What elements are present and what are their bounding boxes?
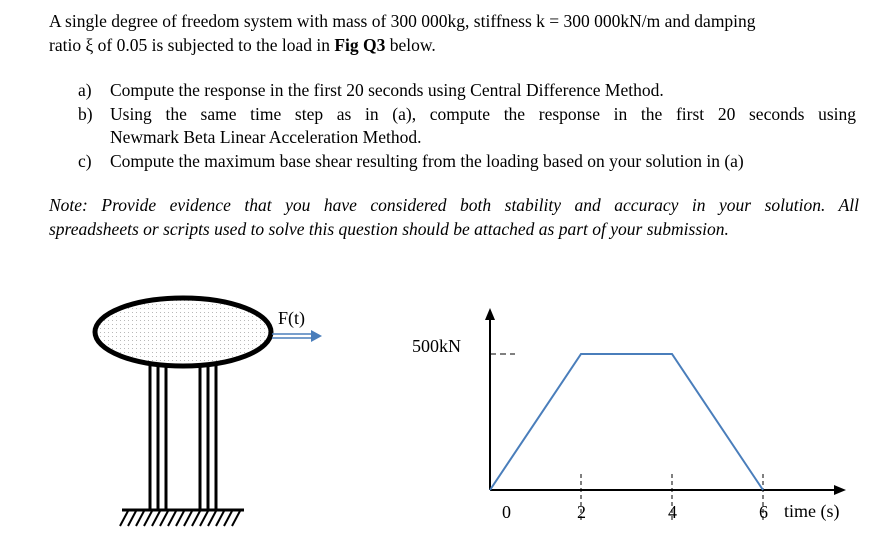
figure-reference: Fig Q3: [334, 35, 386, 55]
part-c-text: Compute the maximum base shear resulting from the loading based on your solution in (a): [110, 150, 744, 171]
ground-hatch: [192, 511, 200, 526]
x-tick-labels: [502, 502, 768, 522]
load-curve: [490, 354, 763, 490]
left-column: [150, 364, 166, 510]
part-a-label: a): [78, 80, 92, 100]
ground-hatch: [232, 511, 240, 526]
ground-hatch: [216, 511, 224, 526]
damping-ratio-text: of 0.05 is subjected to the load in: [97, 35, 330, 55]
load-time-graph: [412, 308, 846, 522]
ground-hatch: [208, 511, 216, 526]
note-line-1: Note: Provide evidence that you have considered both stability and accuracy in your solution. All: [49, 195, 859, 215]
part-b-continuation: Newmark Beta Linear Acceleration Method.: [110, 127, 422, 147]
part-b-text: Using the same time step as in (a), compute the response in the first 20 seconds using: [110, 103, 856, 124]
x-tick-label: 0: [502, 502, 511, 522]
part-b-label: b): [78, 103, 93, 124]
ground-hatch: [168, 511, 176, 526]
ground-hatch: [128, 511, 136, 526]
right-column: [200, 364, 216, 510]
ground-hatch: [200, 511, 208, 526]
part-a-text: Compute the response in the first 20 seconds using Central Difference Method.: [110, 80, 664, 100]
x-tick-label: 2: [577, 502, 586, 522]
x-tick-label: 4: [668, 502, 677, 522]
xi-symbol: ξ: [85, 35, 94, 55]
ground-hatch: [144, 511, 152, 526]
ground-hatch: [224, 511, 232, 526]
force-label: F(t): [278, 308, 305, 328]
ground-hatch: [152, 511, 160, 526]
ground-hatch: [120, 511, 128, 526]
ratio-word: ratio: [49, 35, 82, 55]
ground-hatch: [136, 511, 144, 526]
y-peak-label: 500kN: [412, 336, 461, 356]
statement-end: below.: [389, 35, 436, 55]
x-axis-arrow-icon: [834, 485, 846, 495]
y-axis-arrow-icon: [485, 308, 495, 320]
force-arrow: [272, 330, 322, 342]
x-axis-label: time (s): [784, 501, 840, 521]
statement-line-1: A single degree of freedom system with mass of 300 000kg, stiffness k = 300 000kN/m and damping: [49, 11, 756, 31]
fixed-ground: [120, 510, 244, 526]
x-tick-label: 6: [759, 502, 768, 522]
lumped-mass: [95, 298, 271, 366]
note-line-2: spreadsheets or scripts used to solve this question should be attached as part of your submission.: [49, 218, 729, 239]
part-c-label: c): [78, 150, 92, 171]
ground-hatch: [176, 511, 184, 526]
sdof-structure-diagram: [95, 298, 322, 526]
ground-hatch: [184, 511, 192, 526]
ground-hatch: [160, 511, 168, 526]
